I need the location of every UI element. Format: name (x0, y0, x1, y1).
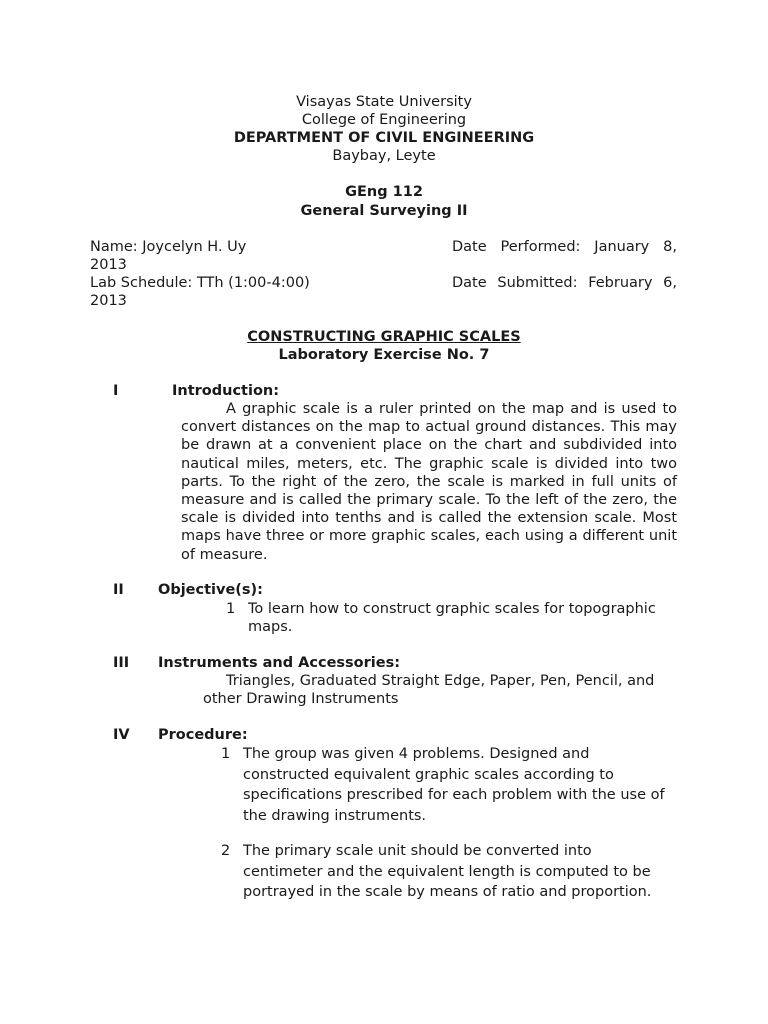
section-numeral: II (113, 582, 124, 598)
exercise-title-text: CONSTRUCTING GRAPHIC SCALES (247, 329, 521, 345)
date-performed (452, 238, 677, 256)
date-submitted-word: 6, (663, 275, 677, 291)
course-code: GEng 112 (345, 184, 423, 200)
date-performed-word: Date (452, 239, 487, 255)
university-name: Visayas State University (296, 94, 472, 110)
instruments-text: Triangles, Graduated Straight Edge, Paper, Pen, Pencil, and other Drawing Instruments (203, 673, 655, 708)
exercise-title (0, 328, 768, 346)
introduction-paragraph: A graphic scale is a ruler printed on the map and is used to convert distances on the map to actual ground distances. This may be drawn at a convenient place on the chart and subdivided into nautical miles, meters, etc. The graphic scale is divided into two parts. To the right of the zero, the scale is marked in full units of measure and is called the primary scale. To the left of the zero, the scale is divided into tenths and is called the extension scale. Most maps have three or more graphic scales, each using a different unit of measure. (181, 401, 677, 563)
date-submitted (452, 274, 677, 292)
student-name: Name: Joycelyn H. Uy (90, 239, 247, 255)
course-title: General Surveying II (300, 203, 468, 219)
objective-text: To learn how to construct graphic scales for topographic maps. (248, 601, 656, 636)
procedure-step: The primary scale unit should be converted into centimeter and the equivalent length is computed to be portrayed in the scale by means of ratio and proportion. (243, 843, 652, 900)
section-heading-procedure: Procedure: (158, 727, 248, 743)
section-heading-introduction: Introduction: (172, 383, 280, 399)
section-heading-instruments: Instruments and Accessories: (158, 655, 401, 671)
date-performed-word: January (594, 239, 650, 255)
section-numeral: IV (113, 727, 130, 743)
department-name: DEPARTMENT OF CIVIL ENGINEERING (233, 130, 535, 146)
date-performed-word: Performed: (500, 239, 581, 255)
objective-number: 1 (226, 601, 236, 617)
location: Baybay, Leyte (332, 148, 436, 164)
college-name: College of Engineering (301, 112, 467, 128)
date-performed-word: 8, (663, 239, 677, 255)
section-heading-objectives: Objective(s): (158, 582, 263, 598)
date-submitted-word: Submitted: (497, 275, 578, 291)
section-numeral: I (113, 383, 119, 399)
procedure-step: The group was given 4 problems. Designed and constructed equivalent graphic scales according to specifications prescribed for each problem with the use of the drawing instruments. (243, 746, 665, 824)
date-submitted-word: Date (452, 275, 487, 291)
date-performed-year: 2013 (90, 257, 127, 273)
lab-schedule: Lab Schedule: TTh (1:00-4:00) (90, 275, 310, 291)
date-submitted-year: 2013 (90, 293, 127, 309)
exercise-subtitle: Laboratory Exercise No. 7 (278, 347, 490, 363)
section-numeral: III (113, 655, 130, 671)
date-submitted-word: February (588, 275, 653, 291)
procedure-number: 2 (221, 843, 231, 859)
procedure-number: 1 (221, 746, 231, 762)
